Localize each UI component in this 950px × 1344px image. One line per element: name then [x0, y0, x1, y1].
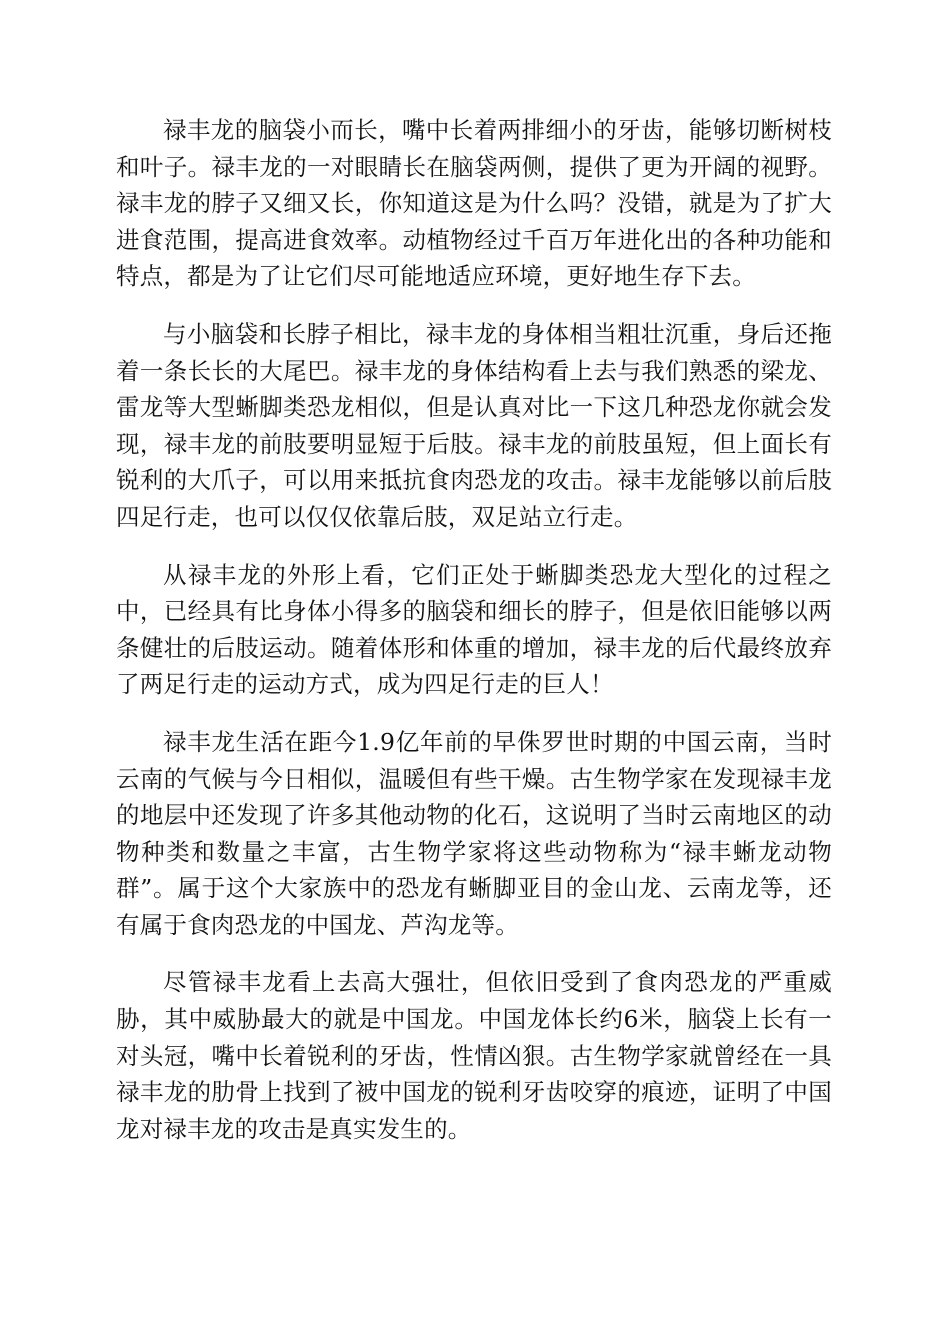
paragraph-head-features: 禄丰龙的脑袋小而长，嘴中长着两排细小的牙齿，能够切断树枝和叶子。禄丰龙的一对眼睛长在脑袋两侧，提供了更为开阔的视野。禄丰龙的脖子又细又长，你知道这是为什么吗？没错，就是为了扩大进食范围，提高进食效率。动植物经过千百万年进化出的各种功能和特点，都是为了让它们尽可能地适应环境，更好地生存下去。: [116, 116, 832, 291]
paragraph-body-structure: 与小脑袋和长脖子相比，禄丰龙的身体相当粗壮沉重，身后还拖着一条长长的大尾巴。禄丰龙的身体结构看上去与我们熟悉的梁龙、雷龙等大型蜥脚类恐龙相似，但是认真对比一下这几种恐龙你就会发现，禄丰龙的前肢要明显短于后肢。禄丰龙的前肢虽短，但上面长有锐利的大爪子，可以用来抵抗食肉恐龙的攻击。禄丰龙能够以前后肢四足行走，也可以仅仅依靠后肢，双足站立行走。: [116, 319, 832, 531]
paragraph-habitat: 禄丰龙生活在距今1.9亿年前的早侏罗世时期的中国云南，当时云南的气候与今日相似，温暖但有些干燥。古生物学家在发现禄丰龙的地层中还发现了许多其他动物的化石，这说明了当时云南地区的动物种类和数量之丰富，古生物学家将这些动物称为“禄丰蜥龙动物群”。属于这个大家族中的恐龙有蜥脚亚目的金山龙、云南龙等，还有属于食肉恐龙的中国龙、芦沟龙等。: [116, 727, 832, 939]
paragraph-predators: 尽管禄丰龙看上去高大强壮，但依旧受到了食肉恐龙的严重威胁，其中威胁最大的就是中国龙。中国龙体长约6米，脑袋上长有一对头冠，嘴中长着锐利的牙齿，性情凶狠。古生物学家就曾经在一具禄丰龙的肋骨上找到了被中国龙的锐利牙齿咬穿的痕迹，证明了中国龙对禄丰龙的攻击是真实发生的。: [116, 968, 832, 1143]
paragraph-evolution: 从禄丰龙的外形上看，它们正处于蜥脚类恐龙大型化的过程之中，已经具有比身体小得多的脑袋和细长的脖子，但是依旧能够以两条健壮的后肢运动。随着体形和体重的增加，禄丰龙的后代最终放弃了两足行走的运动方式，成为四足行走的巨人！: [116, 560, 832, 699]
